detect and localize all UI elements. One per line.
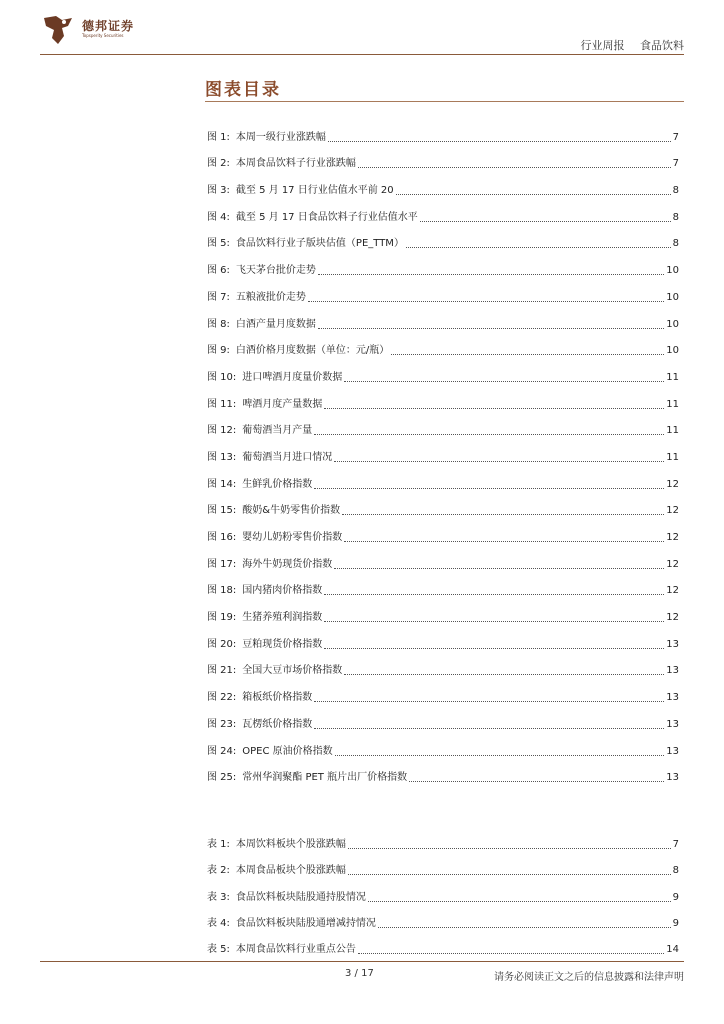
figure-title: 豆粕现货价格指数 [242, 638, 323, 650]
dot-leader [396, 194, 671, 195]
figure-entry[interactable] [207, 250, 679, 277]
figure-title: 食品饮料行业子版块估值（PE_TTM） [235, 238, 404, 250]
table-label: 表 3: [207, 891, 230, 903]
figure-title: 飞天茅台批价走势 [235, 265, 316, 277]
figure-entry[interactable] [207, 597, 679, 624]
table-page-number: 7 [672, 839, 679, 851]
figure-entry[interactable] [207, 571, 679, 598]
dot-leader [348, 848, 671, 849]
table-page-number: 9 [672, 917, 679, 929]
figure-title: 本周食品饮料子行业涨跌幅 [235, 158, 356, 170]
table-entry[interactable] [207, 877, 679, 903]
figure-entry[interactable] [207, 544, 679, 571]
figure-label: 图 2: [207, 158, 230, 170]
figure-label: 图 17: [207, 558, 237, 570]
table-label: 表 1: [207, 839, 230, 851]
table-page-number: 14 [666, 943, 679, 955]
footer-disclaimer: 请务必阅读正文之后的信息披露和法律声明 [494, 972, 684, 983]
page-number: 3 / 17 [345, 968, 374, 979]
figure-title: 进口啤酒月度量价数据 [242, 371, 343, 383]
table-entry[interactable] [207, 851, 679, 877]
footer-divider [40, 961, 684, 962]
dot-leader [314, 488, 664, 489]
logo-mark-icon [42, 14, 76, 46]
figure-title: OPEC 原油价格指数 [242, 745, 333, 757]
figure-page-number: 11 [666, 398, 679, 410]
figure-label: 图 3: [207, 185, 230, 197]
figure-page-number: 12 [666, 585, 679, 597]
figure-label: 图 18: [207, 585, 237, 597]
toc-title: 图表目录 [205, 80, 281, 100]
figure-page-number: 11 [666, 371, 679, 383]
figure-page-number: 10 [666, 345, 679, 357]
figure-page-number: 13 [666, 745, 679, 757]
logo-text-en: Topsperity Securities [82, 33, 124, 38]
dot-leader [344, 674, 664, 675]
figure-title: 葡萄酒当月产量 [242, 425, 313, 437]
table-label: 表 5: [207, 943, 230, 955]
figure-title: 葡萄酒当月进口情况 [242, 451, 333, 463]
figure-title: 全国大豆市场价格指数 [242, 665, 343, 677]
figure-label: 图 13: [207, 451, 237, 463]
company-logo [42, 14, 162, 46]
figure-entry[interactable] [207, 384, 679, 411]
figure-page-number: 12 [666, 612, 679, 624]
figure-page-number: 11 [666, 425, 679, 437]
figure-entry[interactable] [207, 224, 679, 251]
sector-name: 食品饮料 [640, 39, 684, 52]
dot-leader [358, 167, 671, 168]
table-title: 本周食品饮料行业重点公告 [235, 943, 356, 955]
dot-leader [344, 381, 664, 382]
figure-entry[interactable] [207, 411, 679, 438]
dot-leader [348, 874, 671, 875]
figure-title: 酸奶&牛奶零售价指数 [242, 505, 341, 517]
dot-leader [334, 461, 664, 462]
figure-label: 图 24: [207, 745, 237, 757]
figure-page-number: 10 [666, 265, 679, 277]
figure-label: 图 10: [207, 371, 237, 383]
figure-title: 截至 5 月 17 日行业估值水平前 20 [235, 185, 394, 197]
table-title: 本周食品板块个股涨跌幅 [235, 865, 346, 877]
figure-entry[interactable] [207, 331, 679, 358]
figure-page-number: 13 [666, 692, 679, 704]
figure-page-number: 12 [666, 558, 679, 570]
table-title: 本周饮料板块个股涨跌幅 [235, 839, 346, 851]
table-title: 食品饮料板块陆股通增减持情况 [235, 917, 376, 929]
figure-entry[interactable] [207, 704, 679, 731]
figure-label: 图 6: [207, 265, 230, 277]
figure-title: 瓦楞纸价格指数 [242, 718, 313, 730]
figure-page-number: 13 [666, 772, 679, 784]
dot-leader [314, 434, 664, 435]
figure-label: 图 8: [207, 318, 230, 330]
dot-leader [378, 927, 671, 928]
dot-leader [328, 141, 671, 142]
figure-entry[interactable] [207, 117, 679, 144]
figure-title: 海外牛奶现货价指数 [242, 558, 333, 570]
report-type: 行业周报 [580, 39, 625, 52]
dot-leader [342, 514, 664, 515]
figure-page-number: 13 [666, 665, 679, 677]
figure-entry[interactable] [207, 197, 679, 224]
header-tags [569, 37, 685, 53]
dot-leader [324, 648, 664, 649]
table-label: 表 4: [207, 917, 230, 929]
figure-title: 啤酒月度产量数据 [242, 398, 323, 410]
figure-title: 国内猪肉价格指数 [242, 585, 323, 597]
figure-label: 图 22: [207, 692, 237, 704]
title-divider [205, 101, 684, 102]
figure-label: 图 19: [207, 612, 237, 624]
figure-page-number: 12 [666, 505, 679, 517]
figure-title: 生鲜乳价格指数 [242, 478, 313, 490]
dot-leader [318, 328, 664, 329]
dot-leader [324, 621, 664, 622]
dot-leader [314, 728, 664, 729]
figure-entry[interactable] [207, 651, 679, 678]
figure-entry[interactable] [207, 758, 679, 785]
figure-page-number: 13 [666, 638, 679, 650]
figure-page-number: 8 [672, 211, 679, 223]
figure-label: 图 7: [207, 291, 230, 303]
figure-entry[interactable] [207, 677, 679, 704]
table-title: 食品饮料板块陆股通持股情况 [235, 891, 366, 903]
figure-entry[interactable] [207, 144, 679, 171]
table-page-number: 8 [672, 865, 679, 877]
figure-entry[interactable] [207, 277, 679, 304]
dot-leader [406, 247, 671, 248]
dot-leader [358, 953, 664, 954]
figure-label: 图 9: [207, 345, 230, 357]
page-header [40, 0, 684, 56]
figure-entry[interactable] [207, 437, 679, 464]
figure-list [207, 117, 679, 784]
figure-entry[interactable] [207, 304, 679, 331]
figure-title: 截至 5 月 17 日食品饮料子行业估值水平 [235, 211, 418, 223]
dot-leader [324, 594, 664, 595]
dot-leader [344, 541, 664, 542]
dot-leader [409, 781, 664, 782]
figure-page-number: 12 [666, 532, 679, 543]
table-label: 表 2: [207, 865, 230, 877]
figure-title: 箱板纸价格指数 [242, 692, 313, 704]
figure-label: 图 25: [207, 772, 237, 784]
dot-leader [391, 354, 664, 355]
figure-label: 图 23: [207, 718, 237, 730]
dot-leader [368, 901, 671, 902]
figure-title: 生猪养殖利润指数 [242, 612, 323, 624]
figure-label: 图 16: [207, 532, 237, 543]
figure-label: 图 15: [207, 505, 237, 517]
header-divider [40, 54, 684, 55]
figure-page-number: 10 [666, 318, 679, 330]
table-entry[interactable] [207, 904, 679, 930]
dot-leader [335, 755, 665, 756]
figure-entry[interactable] [207, 731, 679, 758]
logo-text-cn: 德邦证券 [82, 19, 135, 33]
figure-entry[interactable] [207, 517, 679, 544]
figure-entry[interactable] [207, 624, 679, 651]
figure-page-number: 13 [666, 718, 679, 730]
figure-page-number: 11 [666, 451, 679, 463]
figure-title: 婴幼儿奶粉零售价指数 [242, 532, 343, 543]
table-page-number: 9 [672, 891, 679, 903]
figure-page-number: 7 [672, 131, 679, 143]
table-list [207, 825, 679, 956]
figure-entry[interactable] [207, 491, 679, 518]
figure-label: 图 11: [207, 398, 237, 410]
figure-page-number: 8 [672, 238, 679, 250]
figure-entry[interactable] [207, 170, 679, 197]
figure-label: 图 1: [207, 131, 230, 143]
dot-leader [334, 568, 664, 569]
dot-leader [420, 221, 671, 222]
table-entry[interactable] [207, 825, 679, 851]
figure-page-number: 10 [666, 291, 679, 303]
figure-label: 图 21: [207, 665, 237, 677]
figure-label: 图 14: [207, 478, 237, 490]
table-entry[interactable] [207, 930, 679, 956]
figure-page-number: 12 [666, 478, 679, 490]
figure-label: 图 4: [207, 211, 230, 223]
figure-title: 本周一级行业涨跌幅 [235, 131, 326, 143]
figure-title: 白酒产量月度数据 [235, 318, 316, 330]
figure-title: 白酒价格月度数据（单位：元/瓶） [235, 345, 390, 357]
figure-page-number: 7 [672, 158, 679, 170]
dot-leader [324, 408, 664, 409]
figure-entry[interactable] [207, 464, 679, 491]
figure-label: 图 20: [207, 638, 237, 650]
figure-label: 图 12: [207, 425, 237, 437]
dot-leader [308, 301, 664, 302]
dot-leader [318, 274, 664, 275]
figure-page-number: 8 [672, 185, 679, 197]
dot-leader [314, 701, 664, 702]
figure-title: 常州华润聚酯 PET 瓶片出厂价格指数 [242, 772, 408, 784]
figure-entry[interactable] [207, 357, 679, 384]
figure-label: 图 5: [207, 238, 230, 250]
figure-title: 五粮液批价走势 [235, 291, 306, 303]
